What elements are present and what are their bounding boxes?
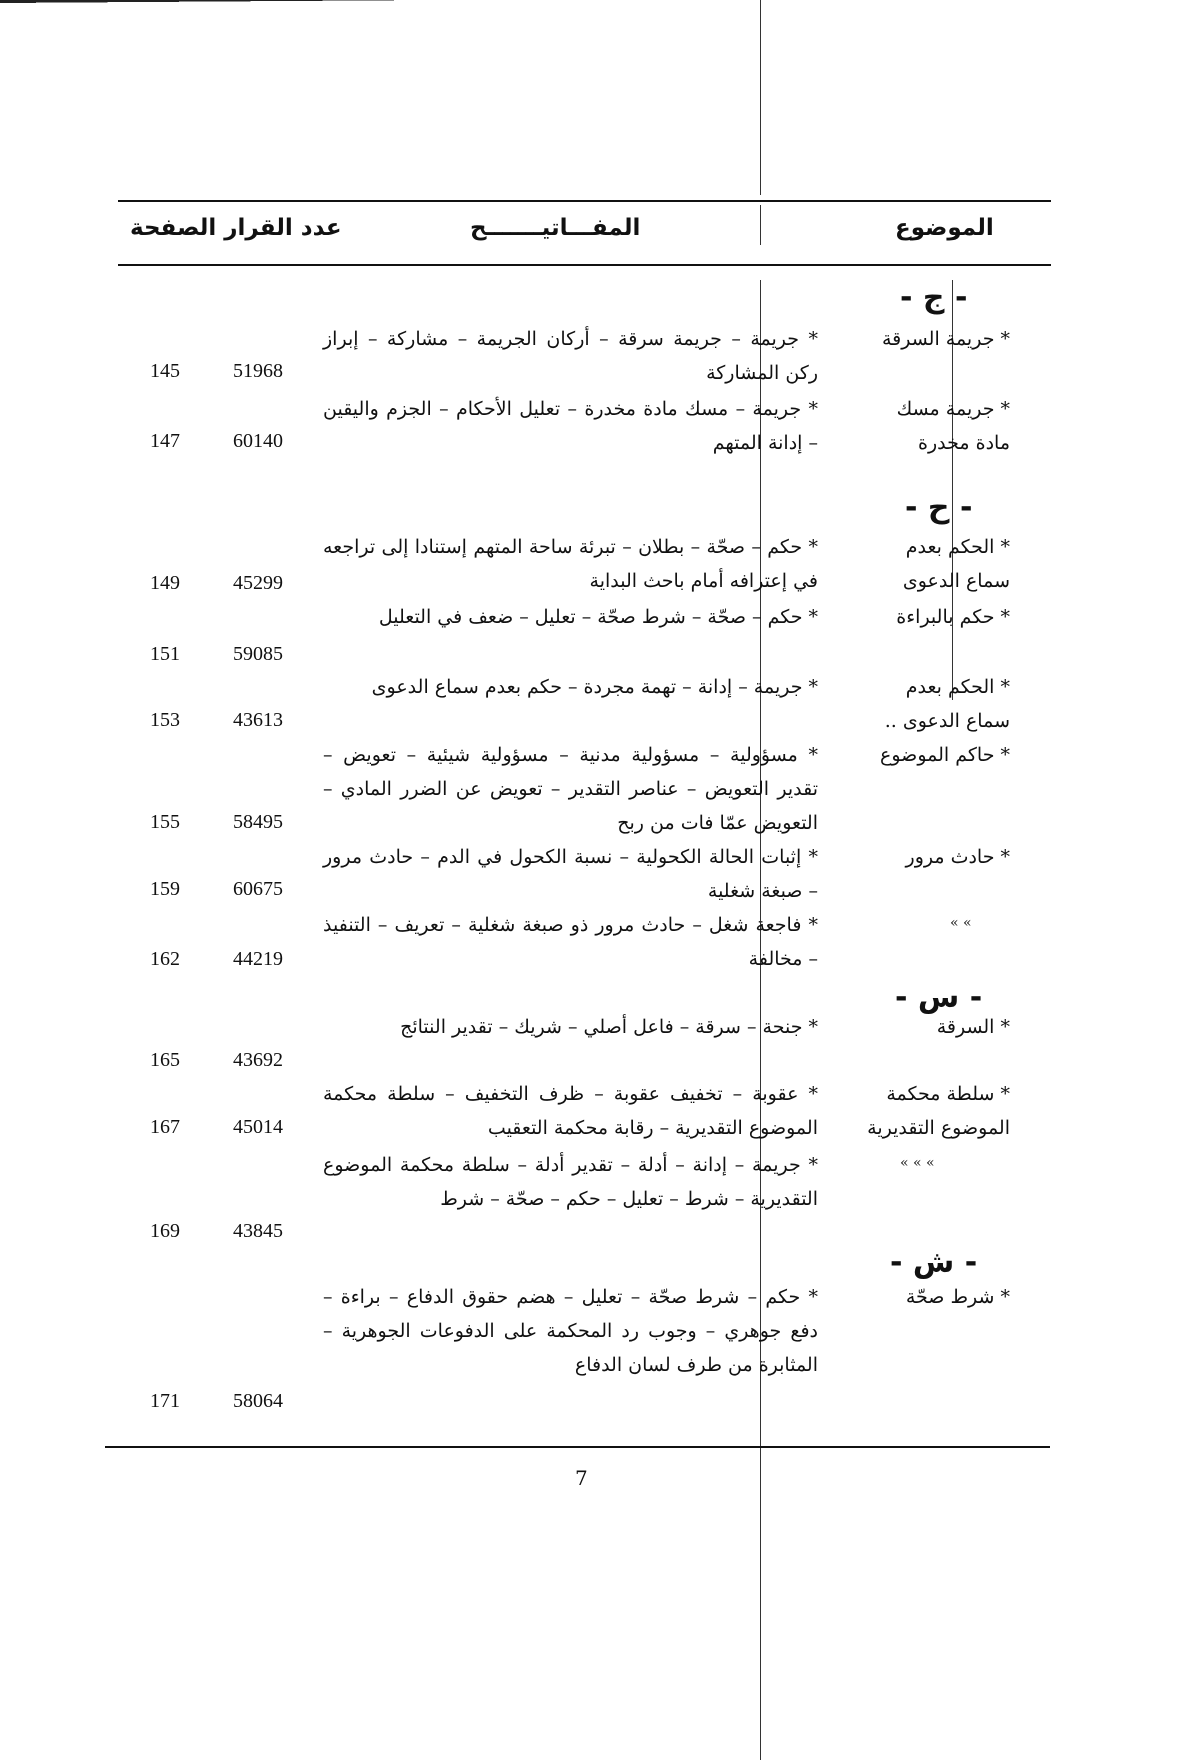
topic-4: * حكم بالبراءة <box>896 606 1010 628</box>
page-5: 153 <box>150 709 180 731</box>
topic-3: * الحكم بعدم سماع الدعوى <box>902 536 1010 592</box>
header-numbers: عدد القرار الصفحة <box>130 215 342 241</box>
entry-11: * جريمة – إدانة – أدلة – تقدير أدلة – سلطة محكمة الموضوع التقديرية – شرط – تعليل – حكم – صحّة – شرط <box>323 1154 818 1210</box>
header-rule-top <box>118 200 1051 202</box>
ditto-marks-1: » » <box>950 915 972 931</box>
decision-9: 43692 <box>233 1049 283 1071</box>
entry-12: * حكم – شرط صحّة – تعليل – هضم حقوق الدفاع – براءة – دفع جوهري – وجوب رد المحكمة على الدفوعات الجوهرية – المثابرة من طرف لسان الدفاع <box>323 1286 818 1376</box>
page-11: 169 <box>150 1220 180 1242</box>
ditto-marks-2: » » » <box>900 1155 935 1171</box>
decision-4: 59085 <box>233 643 283 665</box>
decision-6: 58495 <box>233 811 283 833</box>
topic-6: * حاكم الموضوع <box>880 744 1010 766</box>
page-12: 171 <box>150 1390 180 1412</box>
decision-11: 43845 <box>233 1220 283 1242</box>
scan-edge <box>0 0 1198 10</box>
entry-6: * مسؤولية – مسؤولية مدنية – مسؤولية شيئية – تعويض – تقدير التعويض – عناصر التقدير – تعويض عن الضرر المادي – التعويض عمّا فات من ربح <box>323 744 818 834</box>
page-3: 149 <box>150 572 180 594</box>
page-9: 165 <box>150 1049 180 1071</box>
section-shin: - ش - <box>890 1245 978 1280</box>
entry-4: * حكم – صحّة – شرط صحّة – تعليل – ضعف في التعليل <box>378 606 818 628</box>
page-6: 155 <box>150 811 180 833</box>
header-rule-bottom <box>118 264 1051 266</box>
page-8: 162 <box>150 948 180 970</box>
decision-10: 45014 <box>233 1116 283 1138</box>
topic-5: * الحكم بعدم سماع الدعوى .. <box>884 676 1010 732</box>
section-ha: - ح - <box>905 490 973 525</box>
page-2: 147 <box>150 430 180 452</box>
topic-2: * جريمة مسك مادة مخدرة <box>896 398 1010 454</box>
page-7: 159 <box>150 878 180 900</box>
header-divider <box>760 205 761 245</box>
entry-1: * جريمة – جريمة سرقة – أركان الجريمة – مشاركة – إبراز ركن المشاركة <box>323 328 818 384</box>
decision-8: 44219 <box>233 948 283 970</box>
topic-1: * جريمة السرقة <box>881 328 1010 350</box>
decision-7: 60675 <box>233 878 283 900</box>
page-10: 167 <box>150 1116 180 1138</box>
entry-5: * جريمة – إدانة – تهمة مجردة – حكم بعدم سماع الدعوى <box>371 676 818 698</box>
entry-8: * فاجعة شغل – حادث مرور ذو صبغة شغلية – تعريف – التنفيذ – مخالفة <box>323 914 818 970</box>
decision-2: 60140 <box>233 430 283 452</box>
topic-7: * حادث مرور <box>905 846 1010 868</box>
topic-12: * شرط صحّة <box>905 1286 1010 1308</box>
topic-9: * السرقة <box>936 1016 1010 1038</box>
section-jim: - ج - <box>900 280 968 315</box>
page-4: 151 <box>150 643 180 665</box>
header-keywords: المفـــاتيـــــــح <box>470 215 641 241</box>
entry-2: * جريمة – مسك مادة مخدرة – تعليل الأحكام – الجزم واليقين – إدانة المتهم <box>323 398 818 454</box>
decision-5: 43613 <box>233 709 283 731</box>
topic-10: * سلطة محكمة الموضوع التقديرية <box>867 1083 1010 1139</box>
entry-10: * عقوبة – تخفيف عقوبة – ظرف التخفيف – سلطة محكمة الموضوع التقديرية – رقابة محكمة التعقيب <box>323 1083 818 1139</box>
fold-line-top <box>760 0 761 195</box>
decision-1: 51968 <box>233 360 283 382</box>
section-sin: - س - <box>895 980 983 1015</box>
header-topic: الموضوع <box>895 215 994 241</box>
page-1: 145 <box>150 360 180 382</box>
footer-rule <box>105 1446 1050 1448</box>
page-number: 7 <box>575 1466 588 1490</box>
entry-7: * إثبات الحالة الكحولية – نسبة الكحول في الدم – حادث مرور – صبغة شغلية <box>323 846 818 902</box>
decision-12: 58064 <box>233 1390 283 1412</box>
entry-9: * جنحة – سرقة – فاعل أصلي – شريك – تقدير النتائج <box>400 1016 818 1038</box>
decision-3: 45299 <box>233 572 283 594</box>
entry-3: * حكم – صحّة – بطلان – تبرئة ساحة المتهم إستنادا إلى تراجعه في إعترافه أمام باحث البداية <box>323 536 818 592</box>
